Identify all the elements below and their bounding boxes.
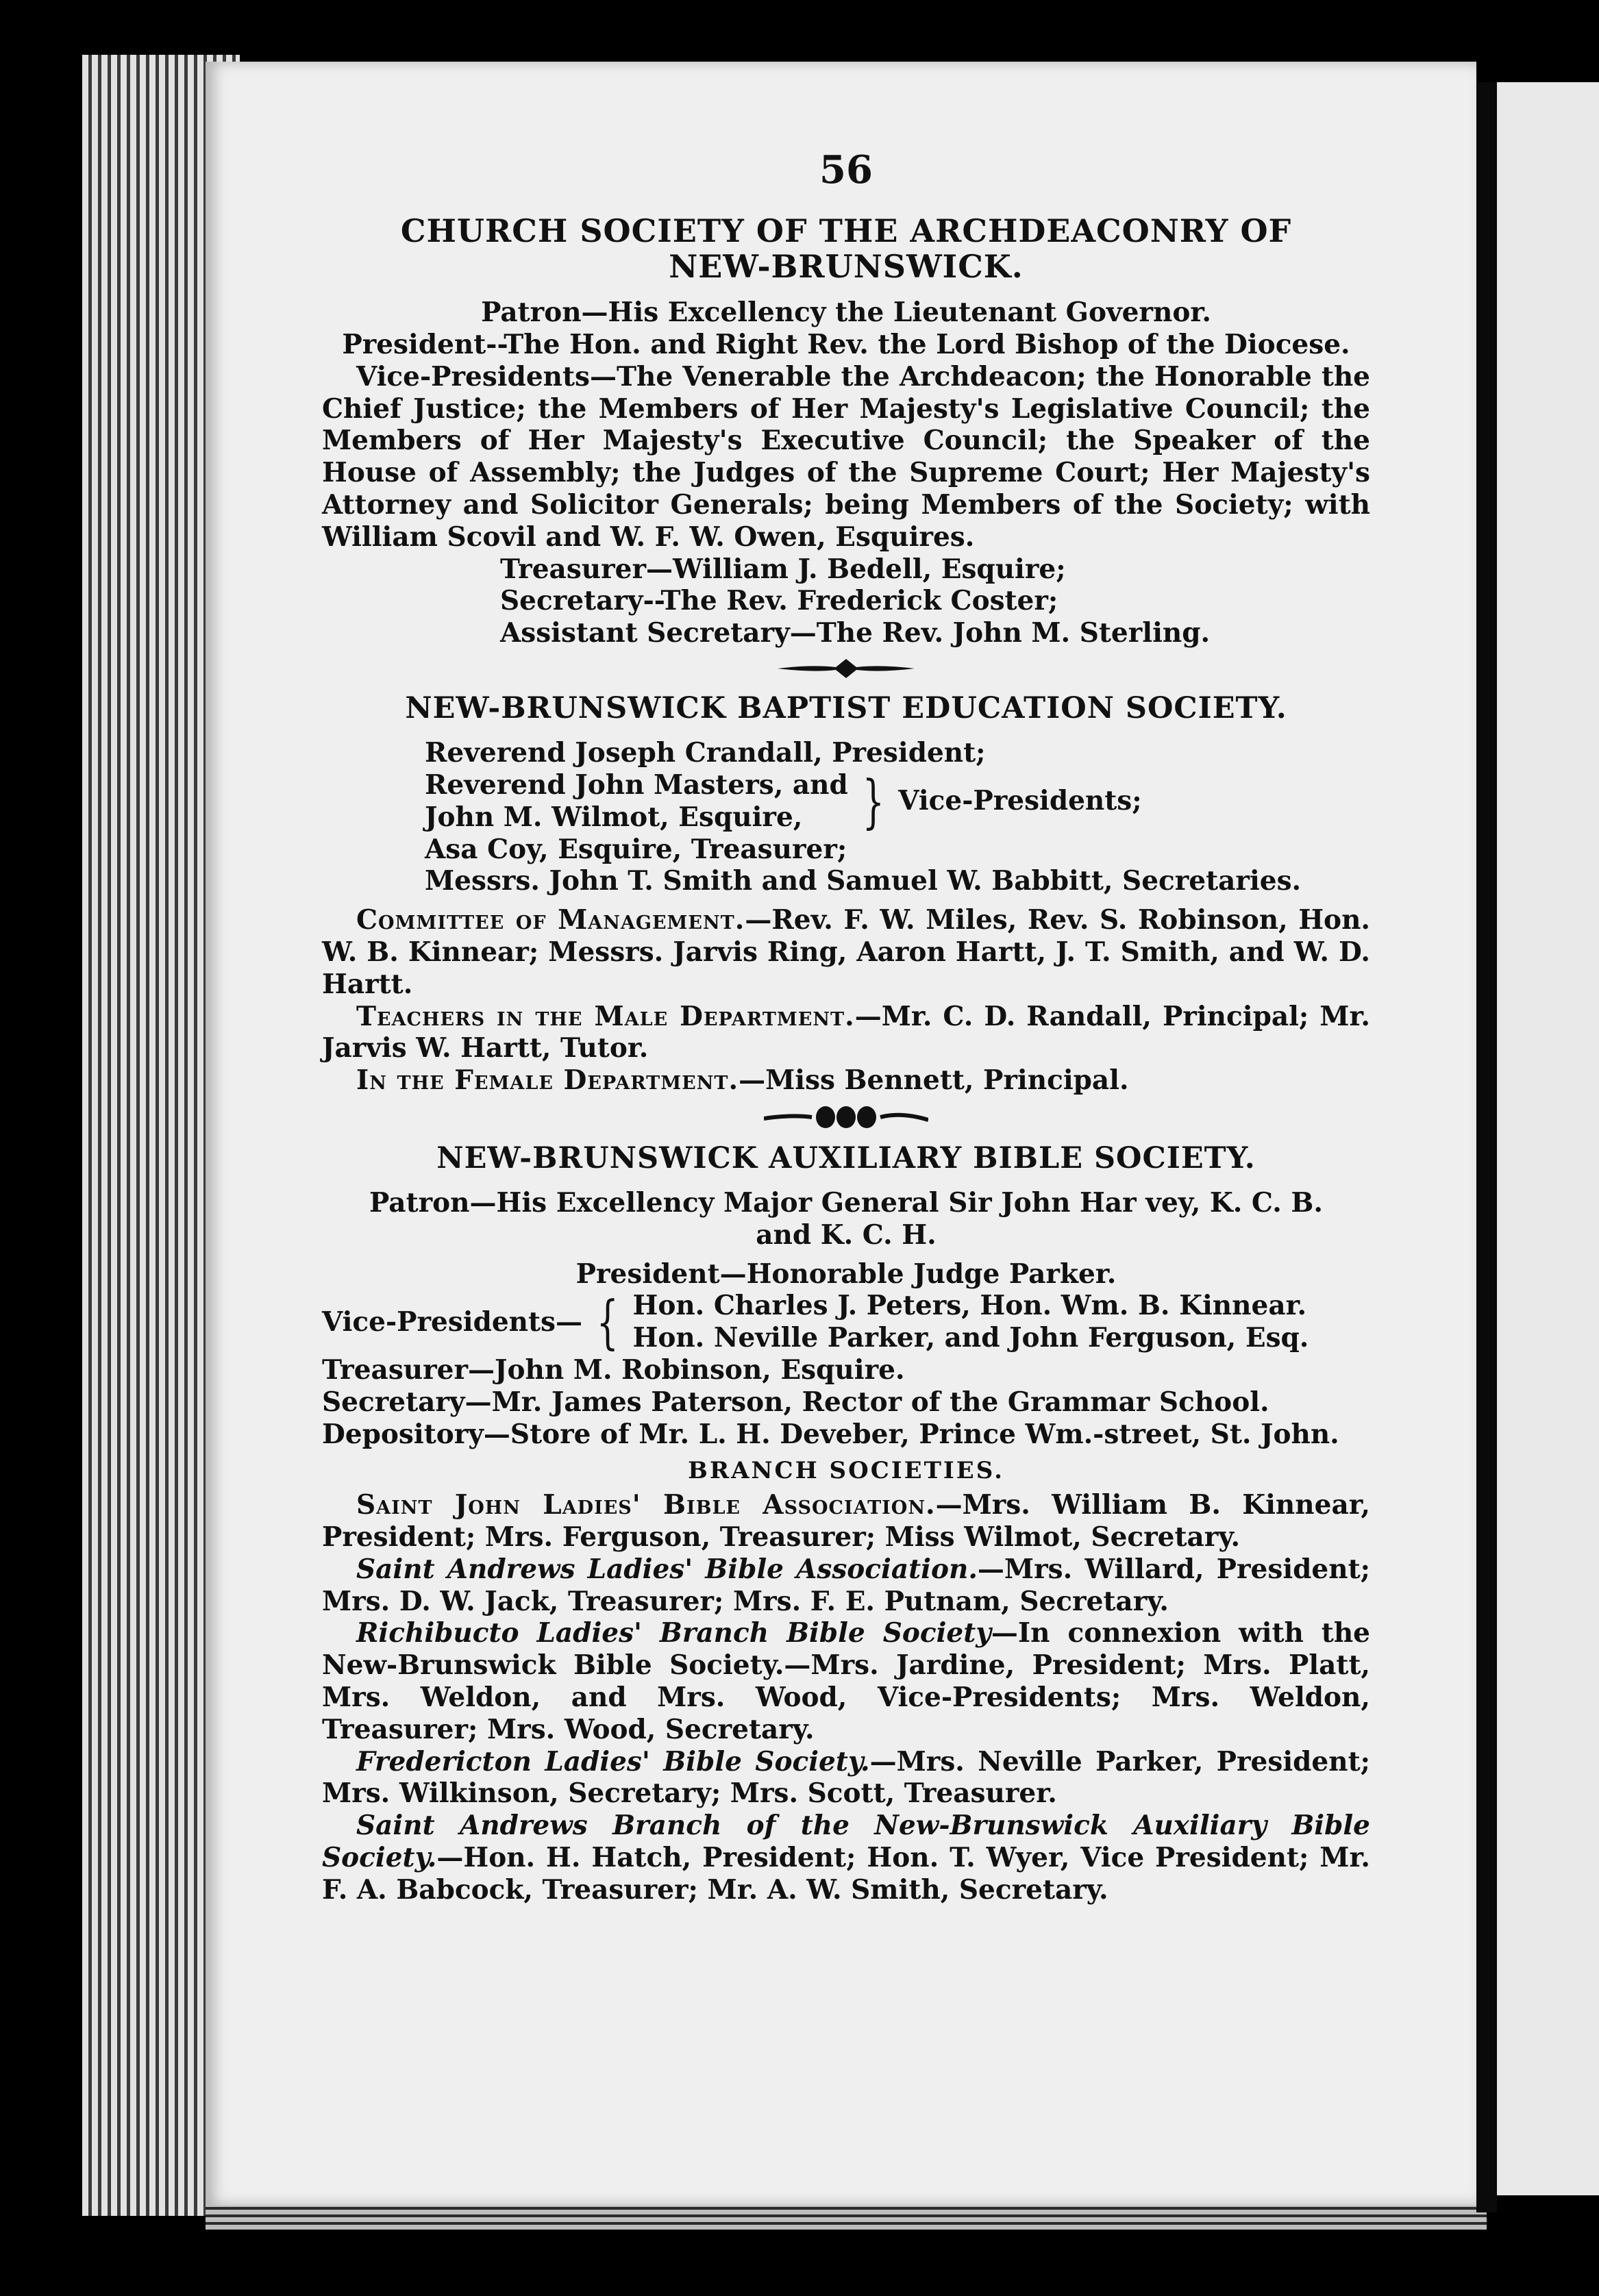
branch-societies-heading: BRANCH SOCIETIES. — [688, 1457, 1004, 1485]
baptist-committee — [322, 904, 1370, 1000]
scroll-ornament-icon — [764, 1102, 928, 1132]
book-gutter — [1476, 82, 1497, 2212]
branch-label: Saint John Ladies' Bible Association. — [356, 1489, 936, 1521]
church-secretary: Secretary--The Rev. Frederick Coster; — [500, 585, 1058, 617]
church-title-line1: CHURCH SOCIETY OF THE ARCHDEACONRY OF — [400, 212, 1292, 250]
branch-label: Richibucto Ladies' Branch Bible Society — [356, 1617, 991, 1649]
branch-text: —Mrs. William B. Kinnear, President; Mrs. Ferguson, Treasurer; Miss Wilmot, Secretary. — [322, 1489, 1371, 1553]
brace-icon: { — [596, 1288, 619, 1356]
bible-vp-line1: Hon. Charles J. Peters, Hon. Wm. B. Kinnear. — [632, 1290, 1307, 1322]
baptist-secretaries: Messrs. John T. Smith and Samuel W. Babbitt, Secretaries. — [425, 865, 1302, 897]
branch-label: Fredericton Ladies' Bible Society. — [356, 1745, 870, 1777]
adjacent-page — [1497, 82, 1599, 2195]
branch-label: Saint Andrews Branch of the New-Brunswick Auxiliary Bible Society. — [322, 1810, 1370, 1873]
church-vice-presidents: Vice-Presidents—The Venerable the Archdeacon; the Honorable the Chief Justice; the Members of Her Majesty's Legislative Council; the Members of Her Majesty's Executive Council; the Speaker of the House of Assembly; the Judges of the Supreme Court; Her Majesty's Attorney and Solicitor Generals; being Members of the Society; with William Scovil and W. F. W. Owen, Esquires. — [322, 360, 1370, 553]
male-department-text: —Mr. C. D. Randall, Principal; Mr. Jarvis W. Hartt, Tutor. — [322, 1000, 1371, 1064]
church-title-line2: NEW-BRUNSWICK. — [669, 247, 1024, 285]
branch-society — [322, 1617, 1370, 1745]
church-society-section — [322, 214, 1370, 649]
book-bottom-edges — [206, 2202, 1487, 2230]
female-department-label: In the Female Department. — [356, 1064, 739, 1097]
bible-secretary: Secretary—Mr. James Paterson, Rector of the Grammar School. — [322, 1386, 1269, 1418]
bible-vp-line2: Hon. Neville Parker, and John Ferguson, Esq. — [632, 1322, 1309, 1354]
baptist-female-department — [322, 1064, 1370, 1097]
bible-president: President—Honorable Judge Parker. — [575, 1258, 1117, 1290]
page-content — [322, 147, 1370, 1906]
baptist-president: Reverend Joseph Crandall, President; — [425, 737, 986, 769]
brace-icon: } — [862, 767, 884, 835]
baptist-vp-line1: Reverend John Masters, and — [425, 769, 848, 801]
branch-text: —Mrs. Neville Parker, President; Mrs. Wilkinson, Secretary; Mrs. Scott, Treasurer. — [322, 1745, 1370, 1810]
page-number: 56 — [819, 147, 873, 192]
committee-label: Committee of Management. — [356, 904, 745, 936]
branch-text: —Hon. H. Hatch, President; Hon. T. Wyer, Vice President; Mr. F. A. Babcock, Treasurer; Mr. A. W. Smith, Secretary. — [322, 1842, 1370, 1906]
baptist-society-title: NEW-BRUNSWICK BAPTIST EDUCATION SOCIETY. — [405, 690, 1287, 725]
church-society-title — [322, 214, 1370, 284]
bible-society-title: NEW-BRUNSWICK AUXILIARY BIBLE SOCIETY. — [436, 1140, 1256, 1175]
committee-text: —Rev. F. W. Miles, Rev. S. Robinson, Hon. W. B. Kinnear; Messrs. Jarvis Ring, Aaron Hartt, J. T. Smith, and W. D. Hartt. — [322, 904, 1371, 1000]
church-president: President--The Hon. and Right Rev. the Lord Bishop of the Diocese. — [342, 329, 1350, 361]
divider-ornament-icon — [778, 655, 915, 682]
branch-label: Saint Andrews Ladies' Bible Association. — [356, 1553, 978, 1585]
baptist-vice-presidents — [425, 769, 1370, 834]
bible-patron-line1: Patron—His Excellency Major General Sir John Har vey, K. C. B. — [369, 1187, 1323, 1219]
church-patron: Patron—His Excellency the Lieutenant Governor. — [481, 297, 1211, 329]
branch-text: —In connexion with the New-Brunswick Bible Society.—Mrs. Jardine, President; Mrs. Platt, Mrs. Weldon, and Mrs. Wood, Vice-Presidents; Mrs. Weldon, Treasurer; Mrs. Wood, Secretary. — [322, 1617, 1370, 1745]
bible-patron-line2: and K. C. H. — [756, 1219, 937, 1251]
section-divider-ornament — [322, 655, 1370, 682]
baptist-male-department — [322, 1001, 1370, 1065]
female-department-text: —Miss Bennett, Principal. — [739, 1064, 1129, 1097]
bible-vp-label: Vice-Presidents— — [322, 1306, 583, 1338]
bible-vice-presidents — [322, 1290, 1370, 1354]
branch-text: —Mrs. Willard, President; Mrs. D. W. Jack, Treasurer; Mrs. F. E. Putnam, Secretary. — [322, 1553, 1370, 1617]
baptist-treasurer: Asa Coy, Esquire, Treasurer; — [425, 833, 847, 865]
branch-society — [322, 1810, 1370, 1906]
bible-depository: Depository—Store of Mr. L. H. Deveber, Prince Wm.-street, St. John. — [322, 1418, 1339, 1450]
section-divider-ornament-2 — [322, 1102, 1370, 1132]
branch-society — [322, 1553, 1370, 1618]
church-treasurer: Treasurer—William J. Bedell, Esquire; — [500, 553, 1066, 585]
male-department-label: Teachers in the Male Department. — [356, 1000, 855, 1032]
branch-society — [322, 1746, 1370, 1810]
bible-society-section — [322, 1142, 1370, 1906]
baptist-vp-label: Vice-Presidents; — [898, 785, 1142, 817]
baptist-vp-line2: John M. Wilmot, Esquire, — [425, 801, 803, 833]
branch-society — [322, 1489, 1370, 1553]
bible-treasurer: Treasurer—John M. Robinson, Esquire. — [322, 1354, 905, 1386]
church-assistant-secretary: Assistant Secretary—The Rev. John M. Sterling. — [500, 617, 1211, 649]
baptist-society-section — [322, 692, 1370, 1097]
